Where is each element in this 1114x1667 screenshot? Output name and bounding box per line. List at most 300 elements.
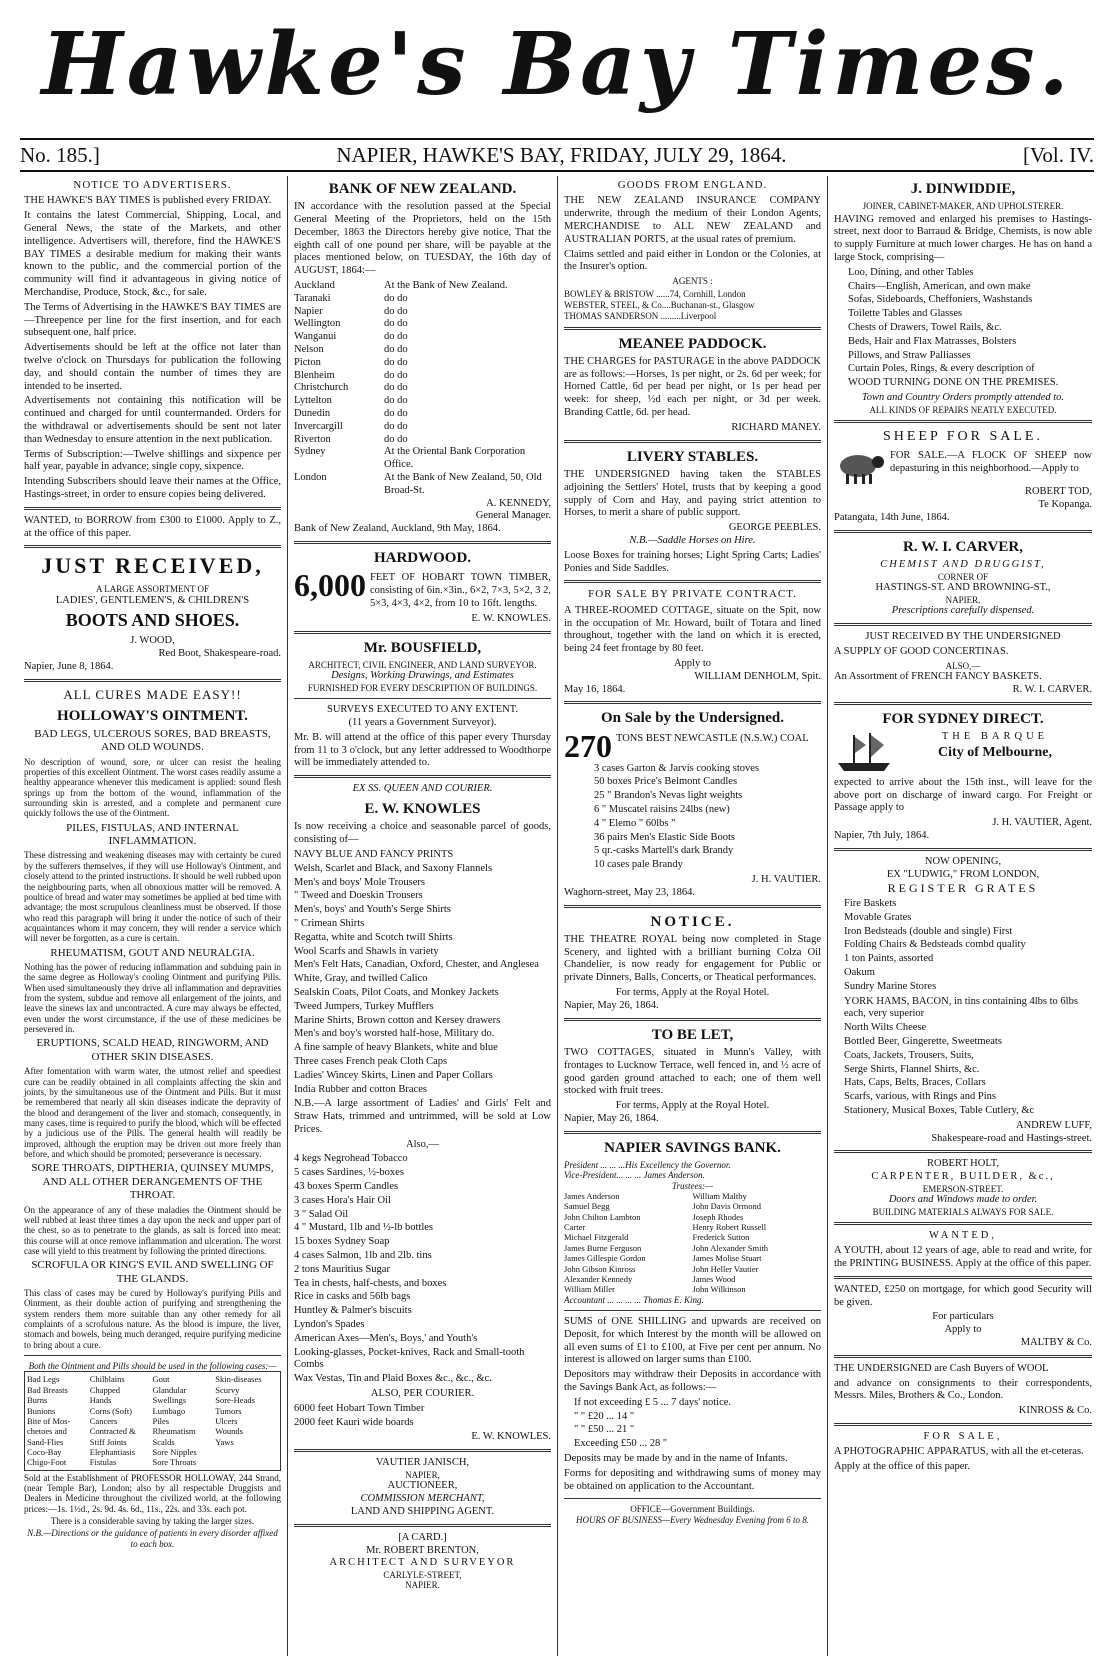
- bank-place-row: [294, 331, 551, 344]
- rb-l1: ARCHITECT AND SURVEYOR: [329, 1557, 516, 1569]
- dw-text: HAVING removed and enlarged his premises to Hastings-street, next door to Barraud & Bridge, Chemists, is now able to supply Furniture at much lower charges. He has on hand a large Stock, comprising—: [834, 213, 1092, 264]
- bank-place-row: [294, 446, 551, 472]
- trustee-name: Samuel Begg: [564, 1201, 610, 1212]
- trustee-name: James Wood: [692, 1273, 736, 1284]
- jr2-text: A SUPPLY OF GOOD CONCERTINAS.: [834, 645, 1009, 657]
- hams-item: Coats, Jackets, Trousers, Suits,: [844, 1049, 974, 1061]
- livery-title: LIVERY STABLES.: [626, 448, 759, 465]
- luff: ANDREW LUFF,: [1016, 1119, 1092, 1131]
- disease-cell: Bunions: [27, 1405, 56, 1416]
- holloway-section-text: No description of wound, sore, or ulcer can resist the healing properties of this excellent Ointment. The worst cases readily assume a healthy appearance whenever this medicament is applied: sound flesh springs up from the bottom of the wound, inflammation of the surrounding skin is arrested, and a complete and permanent cure quickly follows the use of the Ointment.: [24, 756, 281, 819]
- disease-cell: Burns: [27, 1395, 48, 1406]
- holloway-section-text: On the appearance of any of these maladies the Ointment should be well rubbed at least three times a day upon the neck and upper part of the chest, so as to penetrate to the glands, as salt is forced into meat: this course will at once remove inflammation and ulceration. The worst case will yield to this treatment by following the printed directions.: [24, 1204, 282, 1256]
- bank-place-row: [294, 344, 551, 357]
- ewk-item: Marine Shirts, Brown cotton and Kersey drawers: [294, 1014, 501, 1026]
- grates-item: Oakum: [844, 967, 875, 978]
- disease-cell: Elephantiasis: [89, 1446, 136, 1457]
- column-4: [828, 176, 1098, 1656]
- hams-item: Scarfs, various, with Rings and Pins: [844, 1091, 996, 1103]
- vj-l2: AUCTIONEER,: [387, 1480, 458, 1492]
- dw-item: Curtain Poles, Rings, & every description of: [848, 363, 1035, 375]
- bank-place: Sydney: [294, 446, 326, 458]
- barque: THE BARQUE: [941, 730, 1049, 742]
- dw-items: [834, 267, 1092, 390]
- trustee-name: Joseph Rhodes: [692, 1211, 744, 1222]
- disease-cell: chetoes and: [27, 1426, 67, 1437]
- column-1: [18, 176, 288, 1656]
- agent-item: WEBSTER, STEEL, & Co....Buchanan-st., Glasgow: [564, 299, 755, 310]
- dw-sub: JOINER, CABINET-MAKER, AND UPHOLSTERER.: [862, 201, 1064, 212]
- ewk-sign: E. W. KNOWLES.: [471, 1431, 551, 1443]
- dw-item: Chests of Drawers, Towel Rails, &c.: [848, 322, 1002, 334]
- forsale-text: A PHOTOGRAPHIC APPARATUS, with all the et-ceteras.: [834, 1445, 1084, 1457]
- sheep-date: Patangata, 14th June, 1864.: [834, 511, 950, 523]
- carver-sub: CHEMIST AND DRUGGIST,: [880, 558, 1046, 570]
- disease-cell: Swellings: [152, 1395, 187, 1406]
- trustee-name: John Davis Ormond: [692, 1201, 761, 1212]
- disease-cell: Piles: [152, 1415, 170, 1426]
- ewk-item: Sealskin Coats, Pilot Coats, and Monkey Jackets: [294, 986, 499, 998]
- disease-cell: [215, 1457, 278, 1467]
- bank-role: General Manager.: [475, 510, 551, 522]
- trustee-name: Alexander Kennedy: [564, 1273, 633, 1284]
- bank-where: do do: [384, 433, 408, 445]
- bf-it: Designs, Working Drawings, and Estimates: [331, 670, 514, 682]
- holt-l2: EMERSON-STREET.: [922, 1183, 1004, 1194]
- grates: REGISTER GRATES: [887, 881, 1039, 896]
- ewk-title: E. W. KNOWLES: [364, 801, 481, 818]
- notice-paragraph: It contains the latest Commercial, Shipping, Local, and General News, the state of the Markets, and other intelligence. Advertisers will, therefore, find the HAWKE'S BAY TIMES a desirable medium for making their wants known to the public, and the commercial portion of the community will find it advantageous in giving notice of Merchandise, Produce, Stock, &c., for sale.: [24, 210, 281, 298]
- savings-title: NAPIER SAVINGS BANK.: [604, 1139, 781, 1156]
- hams-item: YORK HAMS, BACON, in tins containing 4lbs to 6lbs each, very superior: [844, 995, 1078, 1020]
- card: [A CARD.]: [398, 1531, 447, 1543]
- grates-item: Movable Grates: [844, 911, 912, 923]
- sheep-sign: ROBERT TOD,: [1024, 486, 1092, 498]
- agent-list: [564, 289, 821, 322]
- livery-sign: GEORGE PEEBLES.: [728, 522, 821, 534]
- also-item: Wax Vestas, Tin and Plaid Boxes &c., &c., &c.: [294, 1373, 492, 1385]
- disease-cell: Sore Throats: [152, 1457, 197, 1468]
- just-received: JUST RECEIVED,: [41, 553, 264, 579]
- hardwood-sign: E. W. KNOWLES.: [471, 612, 551, 624]
- trustee-name: Henry Robert Russell: [692, 1222, 767, 1233]
- wanted2-sign: MALTBY & Co.: [1020, 1337, 1092, 1349]
- also-item: Lyndon's Spades: [294, 1319, 365, 1331]
- bank-place-row: [294, 318, 551, 331]
- ship-icon: [834, 731, 894, 775]
- withdraw-row: Exceeding £50 ... 28 ": [574, 1438, 668, 1450]
- bank-place: Invercargill: [294, 420, 343, 432]
- dw-item: Beds, Hair and Flax Matrasses, Bolsters: [848, 335, 1017, 347]
- also-item: Huntley & Palmer's biscuits: [294, 1305, 412, 1317]
- bank-place-row: [294, 472, 551, 498]
- trustee-name: Frederick Sutton: [692, 1232, 750, 1243]
- jr-line: LADIES', GENTLEMEN'S, & CHILDREN'S: [55, 594, 250, 606]
- also-item: 3 cases Hora's Hair Oil: [294, 1194, 391, 1206]
- bank-place: Lyttelton: [294, 395, 332, 407]
- also-item: Looking-glasses, Pocket-knives, Rack and Small-tooth Combs: [294, 1346, 525, 1371]
- carver-corner: CORNER OF: [937, 571, 989, 582]
- bank-place: Auckland: [294, 280, 335, 292]
- disease-cell: Bad Legs: [27, 1374, 60, 1385]
- trustees: Trustees:—: [671, 1180, 713, 1191]
- bank-place: Nelson: [294, 344, 324, 356]
- bf-sub: ARCHITECT, CIVIL ENGINEER, AND LAND SURVEYOR.: [308, 659, 537, 670]
- also-item: 43 boxes Sperm Candles: [294, 1181, 399, 1193]
- also-item: 3 " Salad Oil: [294, 1208, 349, 1220]
- notice-date: Napier, May 26, 1864.: [564, 999, 659, 1011]
- livery-nb2: Loose Boxes for training horses; Light Spring Carts; Ladies' Ponies and Side Saddles.: [564, 549, 821, 574]
- dw-item: WOOD TURNING DONE ON THE PREMISES.: [848, 377, 1059, 389]
- onsale-item: 3 cases Garton & Jarvis cooking stoves: [594, 762, 760, 774]
- trustee-name: John Gibson Kinross: [564, 1263, 636, 1274]
- holt-l3: Doors and Windows made to order.: [888, 1194, 1038, 1206]
- vj-l1: NAPIER,: [405, 1470, 440, 1481]
- disease-cell: Wounds: [215, 1426, 243, 1437]
- holloway-section-title: PILES, FISTULAS, AND INTERNAL INFLAMMATION.: [66, 821, 239, 848]
- ludwig: EX "LUDWIG," FROM LONDON,: [886, 868, 1040, 880]
- bank-where: do do: [384, 344, 408, 356]
- private-apply: Apply to: [673, 657, 712, 669]
- holt: ROBERT HOLT,: [926, 1158, 1000, 1170]
- hours: HOURS OF BUSINESS—Every Wednesday Evening from 6 to 8.: [575, 1514, 810, 1525]
- bank-place-row: [294, 382, 551, 395]
- bank-where: At the Bank of New Zealand, 50, Old Broad-St.: [384, 472, 542, 496]
- trustee-name: James Anderson: [564, 1191, 620, 1202]
- bank-place: Christchurch: [294, 382, 349, 394]
- holloway-section-title: BAD LEGS, ULCEROUS SORES, BAD BREASTS, AND OLD WOUNDS.: [34, 727, 271, 754]
- bank-where: do do: [384, 395, 408, 407]
- ewk-item: Three cases French peak Cloth Caps: [294, 1055, 448, 1067]
- disease-cell: Sore-Heads: [215, 1395, 255, 1406]
- notice-paragraph: THE HAWKE'S BAY TIMES is published every FRIDAY.: [24, 195, 272, 207]
- onsale-item: 25 " Brandon's Nevas light weights: [594, 790, 743, 802]
- bank-where: At the Bank of New Zealand.: [384, 280, 508, 292]
- holloway-section-text: After fomentation with warm water, the utmost relief and speediest cure can be readily obtained in all complaints affecting the skin and joints, by the simultaneous use of the Ointment and Pills. But it must be remembered that nearly all skin diseases indicate the depravity of the blood and derangement of the liver and stomach, consequently, in many cases, time is required to purify the blood, which will be effected by a judicious use of the Pills. The general health will readily be improved, although the eruption may be driven out more freely than before, and which should be promoted; perseverance is necessary.: [24, 1066, 281, 1159]
- notice-paragraph: Intending Subscribers should leave their names at the Office, Hastings-street, in order to ensure copies being delivered.: [24, 476, 281, 500]
- luff-addr: Shakespeare-road and Hastings-street.: [931, 1132, 1092, 1144]
- holloway-section-text: Nothing has the power of reducing inflammation and subduing pain in the same degree as Holloway's cooling Ointment and purifying Pills. When used simultaneously they drive all inflammation and depravities from the system, subdue and remove all enlargement of the joints, and leave the sinews lax and uncontracted. A cure may always be effected, even under the worst circumstance, if the use of these medicines be persevered in.: [24, 961, 281, 1035]
- office: OFFICE—Government Buildings.: [630, 1504, 755, 1515]
- bank-place: Wellington: [294, 318, 341, 330]
- issue-number: No. 185.]: [20, 142, 100, 167]
- holloway-title: HOLLOWAY'S OINTMENT.: [57, 707, 248, 724]
- withdraw: Depositors may withdraw their Deposits in accordance with the Savings Bank Act, as follows:—: [564, 1369, 821, 1393]
- trustee-name: John Heller Vautier: [692, 1263, 759, 1274]
- trustee-name: Carter: [564, 1222, 586, 1233]
- vj-l3: COMMISSION MERCHANT,: [360, 1493, 485, 1505]
- tolet-title: TO BE LET,: [651, 1026, 734, 1043]
- also: Also,—: [406, 1138, 439, 1150]
- trustee-name: John Alexander Smith: [692, 1242, 769, 1253]
- both-note: Both the Ointment and Pills should be used in the following cases:—: [28, 1361, 277, 1372]
- sums-text: SUMS of ONE SHILLING and upwards are received on Deposit, for which Interest by the month will be allowed on all even sums of £1 to £100, at Five per cent per annum. No interest is allowed on larger sums than £100.: [564, 1315, 821, 1366]
- ewk-item: A fine sample of heavy Blankets, white and blue: [294, 1042, 498, 1054]
- disease-cell: Chapped: [89, 1384, 120, 1395]
- ewk-items: [294, 849, 551, 1096]
- jr2-also: ALSO,—: [945, 660, 981, 671]
- ewk-item: India Rubber and cotton Braces: [294, 1083, 427, 1095]
- volume: [Vol. IV.: [1022, 142, 1094, 167]
- hams-item: Bottled Beer, Gingerette, Sweetmeats: [844, 1035, 1002, 1047]
- bank-where: do do: [384, 369, 408, 381]
- notice-title-3: NOTICE.: [650, 913, 735, 930]
- tolet-date: Napier, May 26, 1864.: [564, 1112, 659, 1124]
- jr2-sign: R. W. I. CARVER.: [1012, 683, 1092, 695]
- columns: [18, 176, 1098, 1656]
- disease-cell: Sore Nipples: [152, 1446, 197, 1457]
- wool-sign: KINROSS & Co.: [1018, 1405, 1092, 1417]
- bank-place-row: [294, 395, 551, 408]
- trustee-name: James Molise Stuart: [692, 1253, 762, 1264]
- ewk-item: Men's, boys' and Youth's Serge Shirts: [294, 904, 451, 916]
- trustee-name: James Burne Ferguson: [564, 1242, 642, 1253]
- wanted-title: WANTED,: [929, 1230, 997, 1242]
- also-item: 4 cases Salmon, 1lb and 2lb. tins: [294, 1250, 432, 1262]
- private-date: May 16, 1864.: [564, 683, 626, 695]
- ewk-item: Regatta, white and Scotch twill Shirts: [294, 931, 453, 943]
- disease-cell: Ulcers: [215, 1415, 238, 1426]
- onsale-items: [564, 763, 821, 872]
- forsale-title: FOR SALE,: [923, 1431, 1003, 1442]
- onsale-title: On Sale by the Undersigned.: [601, 710, 784, 727]
- onsale-item: 50 boxes Price's Belmont Candles: [594, 776, 738, 788]
- courier-items: [294, 1403, 551, 1430]
- also-item: Tea in chests, half-chests, and boxes: [294, 1277, 447, 1289]
- ewk-item: NAVY BLUE AND FANCY PRINTS: [294, 848, 454, 860]
- bank-where: do do: [384, 292, 408, 304]
- sydney-text: expected to arrive about the 15th inst., will leave for the above port on discharge of inward cargo. For Freight or Passage apply to: [834, 776, 1092, 814]
- onsale-item: 5 qr.-casks Martell's dark Brandy: [594, 845, 734, 857]
- disease-cell: Tumors: [215, 1405, 242, 1416]
- bank-place-row: [294, 370, 551, 383]
- ewk-item: Wool Scarfs and Shawls in variety: [294, 945, 439, 957]
- dw-item: Loo, Dining, and other Tables: [848, 266, 974, 278]
- agents: AGENTS :: [672, 276, 713, 287]
- notice-paragraph: The Terms of Advertising in the HAWKE'S BAY TIMES are—Threepence per line for the first insertion, and for each subsequent one, half price.: [24, 301, 281, 339]
- disease-cell: Yaws: [215, 1436, 234, 1447]
- hardwood-number: 6,000: [294, 570, 366, 604]
- hams-item: North Wilts Cheese: [844, 1022, 927, 1034]
- agent-item: THOMAS SANDERSON .........Liverpool: [564, 311, 717, 322]
- ewk-item: Ladies' Wincey Skirts, Linen and Paper Collars: [294, 1069, 493, 1081]
- trustee-name: James Gillespie Gordon: [564, 1253, 646, 1264]
- ewk-item: Men's and boy's worsted half-hose, Military do.: [294, 1028, 495, 1040]
- bank-place-row: [294, 357, 551, 370]
- also-item: 15 boxes Sydney Soap: [294, 1236, 390, 1248]
- newspaper-title: Hawke's Bay Times.: [41, 14, 1073, 115]
- dw-orders: Town and Country Orders promptly attended to.: [861, 392, 1065, 403]
- carver-napier: NAPIER.: [945, 594, 981, 605]
- carver-title: R. W. I. CARVER,: [903, 538, 1023, 555]
- grates-item: 1 ton Paints, assorted: [844, 953, 934, 965]
- wool-text2: and advance on consignments to their correspondents, Messrs. Miles, Brothers & Co., London.: [834, 1377, 1092, 1402]
- wanted-text: A YOUTH, about 12 years of age, able to read and write, for the PRINTING BUSINESS. Apply at the office of this paper.: [834, 1245, 1092, 1270]
- private-title: FOR SALE BY PRIVATE CONTRACT.: [588, 588, 797, 601]
- dateline: [20, 138, 1094, 172]
- wool-text: THE UNDERSIGNED are Cash Buyers of WOOL: [834, 1362, 1049, 1374]
- boots-shoes: BOOTS AND SHOES.: [65, 610, 240, 631]
- rb: Mr. ROBERT BRENTON,: [366, 1544, 479, 1556]
- meanee-sign: RICHARD MANEY.: [731, 421, 821, 433]
- bf-sm: FURNISHED FOR EVERY DESCRIPTION OF BUILDINGS.: [307, 682, 538, 693]
- trustee-name: William Miller: [564, 1284, 615, 1295]
- onsale-sign: J. H. VAUTIER.: [751, 873, 821, 885]
- private-sign: WILLIAM DENHOLM, Spit.: [694, 670, 821, 682]
- meanee-title: MEANEE PADDOCK.: [618, 335, 767, 352]
- disease-cell: [215, 1447, 278, 1457]
- ewk-nb: N.B.—A large assortment of Ladies' and Girls' Felt and Straw Hats, trimmed and untrimmed, will be sold at Low Prices.: [294, 1098, 551, 1135]
- bank-where: do do: [384, 331, 408, 343]
- also-courier: ALSO, PER COURIER.: [370, 1388, 475, 1400]
- notice-paragraph: Advertisements should be left at the office not later than twelve o'clock on Thursdays for publication the following day, and should contain the number of times they are intended to be inserted.: [24, 342, 281, 392]
- jr-sub: A LARGE ASSORTMENT OF: [95, 584, 210, 595]
- hams-items: [834, 996, 1092, 1118]
- goods-title: GOODS FROM ENGLAND.: [617, 179, 768, 191]
- bank-place-row: [294, 421, 551, 434]
- withdraw-row: " " £50 ... 21 ": [574, 1424, 635, 1436]
- trustee-name: John Wilkinson: [692, 1284, 746, 1295]
- grates-item: Sundry Marine Stores: [844, 980, 937, 992]
- bank-place-row: [294, 434, 551, 447]
- livery-text: THE UNDERSIGNED having taken the STABLES adjoining the Settlers' Hotel, trusts that by keeping a good supply of Corn and Hay, and paying strict attention to Horses, to merit a share of public support.: [564, 468, 821, 519]
- tolet-terms: For terms, Apply at the Royal Hotel.: [615, 1100, 770, 1112]
- holloway-section-title: SCROFULA OR KING'S EVIL AND SWELLING OF THE GLANDS.: [31, 1259, 274, 1285]
- ewk-intro: Is now receiving a choice and seasonable parcel of goods, consisting of—: [294, 821, 551, 846]
- courier-item: 6000 feet Hobart Town Timber: [294, 1402, 425, 1414]
- ewk-item: " Crimean Shirts: [294, 917, 365, 929]
- holt-l4: BUILDING MATERIALS ALWAYS FOR SALE.: [872, 1207, 1054, 1218]
- grates-item: Fire Baskets: [844, 898, 897, 910]
- disease-cell: Cancers: [89, 1415, 118, 1426]
- bank-place: Napier: [294, 305, 323, 317]
- sheep-text: FOR SALE.—A FLOCK OF SHEEP now depasturing in this neighborhood.—Apply to: [890, 450, 1092, 475]
- bank-where: do do: [384, 420, 408, 432]
- carver-addr: HASTINGS-ST. AND BROWNING-ST.,: [875, 582, 1051, 594]
- disease-cell: Coco-Bay: [27, 1446, 62, 1457]
- holloway-section-title: RHEUMATISM, GOUT AND NEURALGIA.: [50, 946, 255, 959]
- disease-cell: Skin-diseases: [215, 1374, 262, 1385]
- place-date: NAPIER, HAWKE'S BAY, FRIDAY, JULY 29, 1864.: [336, 142, 787, 167]
- bank-place-row: [294, 293, 551, 306]
- disease-cell: Scurvy: [215, 1384, 240, 1395]
- bank-place: London: [294, 472, 327, 484]
- saving-note: There is a considerable saving by taking the larger sizes.: [50, 1516, 255, 1527]
- also-item: Rice in casks and 56lb bags: [294, 1291, 411, 1303]
- directions-note: N.B.—Directions or the guidance of patients in every disorder affixed to each box.: [27, 1528, 278, 1549]
- disease-cell: Bite of Mos-: [27, 1415, 71, 1426]
- bank-place: Taranaki: [294, 292, 331, 304]
- bank-place: Wanganui: [294, 331, 337, 343]
- meanee-text: THE CHARGES for PASTURAGE in the above PADDOCK are as follows:—Horses, 1s per night, or 2s. 6d per week; for Horned Cattle, 6d per head per night, or 1s per head per week: for sheep, ½d each per night, or 3d per week. Branding Cattle, 6d. per head.: [564, 355, 821, 419]
- column-2: [288, 176, 558, 1656]
- trustee-name: John Chilton Lambton: [564, 1211, 641, 1222]
- bank-where: At the Oriental Bank Corporation Office.: [384, 446, 526, 471]
- wanted2-part: For particulars: [932, 1311, 994, 1323]
- trustee-name: Michael Fitzgerald: [564, 1232, 629, 1243]
- holloway-section-text: These distressing and weakening diseases may with certainty be cured by the sufferers themselves, if they will use Holloway's Ointment, and closely attend to the printed instructions. It should be well rubbed upon the neighbouring parts, when all obnoxious matter will be removed. A poultice of bread and water may sometimes be applied at bed time with advantage; the most scrupulous cleanliness must be observed. If those who read this paragraph will bring it under the notice of such of their acquaintances whom it may concern, they will render a service which will never be forgotten, as a cure is certain.: [24, 850, 281, 944]
- holloway-section-text: This class of cases may be cured by Holloway's purifying Pills and Ointment, as their double action of purifying and strengthening the system renders them more suitable than any other remedy for all complaints of a scrofulous nature. As the blood is impure, the liver, stomach and bowels, being much deranged, require purifying medicine to bring about a cure.: [24, 1288, 281, 1350]
- coal-text: TONS BEST NEWCASTLE (N.S.W.) COAL: [616, 732, 809, 744]
- cures: ALL CURES MADE EASY!!: [63, 686, 242, 702]
- grates-item: Iron Bedsteads (double and single) First: [844, 925, 1013, 937]
- rb-l3: NAPIER.: [405, 1580, 440, 1591]
- sheep-title: SHEEP FOR SALE.: [882, 429, 1043, 445]
- bank-where: do do: [384, 408, 408, 420]
- also-item: 2 tons Mauritius Sugar: [294, 1263, 390, 1275]
- dw-item: Pillows, and Straw Palliasses: [848, 349, 971, 361]
- sydney-sign: J. H. VAUTIER, Agent.: [992, 817, 1092, 829]
- vj: VAUTIER JANISCH,: [375, 1457, 470, 1469]
- ewk-item: Welsh, Scarlet and Black, and Saxony Flannels: [294, 862, 493, 874]
- ewk-item: Men's Felt Hats, Canadian, Oxford, Chester, and Anglesea: [294, 959, 539, 971]
- bousfield-title: Mr. BOUSFIELD,: [363, 639, 482, 656]
- dw-repairs: ALL KINDS OF REPAIRS NEATLY EXECUTED.: [869, 404, 1057, 415]
- also-item: American Axes—Men's, Boys,' and Youth's: [294, 1332, 478, 1344]
- bf-surv: SURVEYS EXECUTED TO ANY EXTENT.: [327, 704, 518, 716]
- disease-cell: Scalds: [152, 1436, 175, 1447]
- vice: Vice-President... ... ... James Anderson.: [564, 1170, 705, 1181]
- disease-cell: Hands: [89, 1395, 112, 1406]
- accountant: Accountant ... ... ... ... Thomas E. King.: [564, 1294, 704, 1305]
- bank-place: Picton: [294, 356, 321, 368]
- agent-item: BOWLEY & BRISTOW ......74, Cornhill, London: [564, 288, 746, 299]
- notice-paragraph: Advertisements not containing this notification will be continued and charged for until countermanded. Orders for the withdrawal or advertisements should be sent not later than Wednesday to ensure attention in the next publication.: [24, 395, 281, 445]
- vj-l4: LAND AND SHIPPING AGENT.: [350, 1505, 495, 1517]
- holt-l1: CARPENTER, BUILDER, &c.,: [871, 1171, 1055, 1183]
- onsale-item: 36 pairs Men's Elastic Side Boots: [594, 831, 736, 843]
- disease-table: [24, 1371, 281, 1470]
- disease-cell: Glandular: [152, 1384, 187, 1395]
- bf-years: (11 years a Government Surveyor).: [348, 717, 497, 729]
- jr-addr: Red Boot, Shakespeare-road.: [158, 648, 281, 660]
- sold-at: Sold at the Establishment of PROFESSOR HOLLOWAY, 244 Strand, (near Temple Bar), London; also by all respectable Druggists and Dealers in Medicine throughout the civilized world, at the following prices:—1s. 1½d., 2s. 9d. 4s. 6d., 11s., 22s. and 33s. each pot.: [24, 1472, 281, 1514]
- bank-where: do do: [384, 318, 408, 330]
- bank-title: BANK OF NEW ZEALAND.: [328, 181, 517, 197]
- disease-cell: Gout: [152, 1374, 170, 1385]
- holloway-section-title: SORE THROATS, DIPTHERIA, QUINSEY MUMPS, AND ALL OTHER DERANGEMENTS OF THE THROAT.: [31, 1162, 274, 1202]
- withdraw-rows: [564, 1397, 821, 1451]
- ex-ss: EX SS. QUEEN AND COURIER.: [352, 783, 493, 795]
- bank-where: do do: [384, 305, 408, 317]
- bank-place: Dunedin: [294, 408, 331, 420]
- bank-where: do do: [384, 382, 408, 394]
- also-items: [294, 1153, 551, 1386]
- jr-name: J. WOOD,: [130, 635, 175, 647]
- jr2-baskets: An Assortment of FRENCH FANCY BASKETS.: [834, 670, 1042, 682]
- president: President ... ... ...His Excellency the Governor.: [564, 1160, 731, 1171]
- wanted2-apply: Apply to: [944, 1324, 982, 1336]
- wanted-borrow: WANTED, to BORROW from £300 to £1000. Apply to Z., at the office of this paper.: [24, 514, 281, 539]
- jr-date: Napier, June 8, 1864.: [24, 660, 114, 672]
- infants: Deposits may be made by and in the name of Infants.: [564, 1452, 788, 1464]
- bank-date: Bank of New Zealand, Auckland, 9th May, 1864.: [294, 523, 501, 535]
- trustee-list: [564, 1191, 821, 1295]
- notice-text: THE THEATRE ROYAL being now completed in Stage Scenery, and lighted with a brilliant burning Colza Oil Chandelier, is now ready for engagement for Public or private Dinners, Balls, Concerts, or Theatical performances.: [564, 933, 821, 984]
- disease-cell: Bad Breasts: [27, 1384, 68, 1395]
- carver-presc: Prescriptions carefully dispensed.: [891, 605, 1035, 617]
- ship-name: City of Melbourne,: [938, 744, 1052, 760]
- sheep-icon: [834, 448, 886, 486]
- bank-places: [294, 280, 551, 498]
- also-item: 4 kegs Negrohead Tobacco: [294, 1153, 408, 1165]
- private-text: A THREE-ROOMED COTTAGE, situate on the Spit, now in the occupation of Mr. Howard, built of Totara and lined throughout, together with the land on which it is erected, being 24 feet frontage by 80 feet.: [564, 604, 821, 655]
- sydney-date: Napier, 7th July, 1864.: [834, 830, 930, 841]
- disease-cell: Stiff Joints: [89, 1436, 127, 1447]
- holloway-section-title: ERUPTIONS, SCALD HEAD, RINGWORM, AND OTHER SKIN DISEASES.: [36, 1037, 269, 1063]
- disease-cell: Sand-Flies: [27, 1436, 64, 1447]
- onsale-item: 10 cases pale Brandy: [594, 859, 683, 871]
